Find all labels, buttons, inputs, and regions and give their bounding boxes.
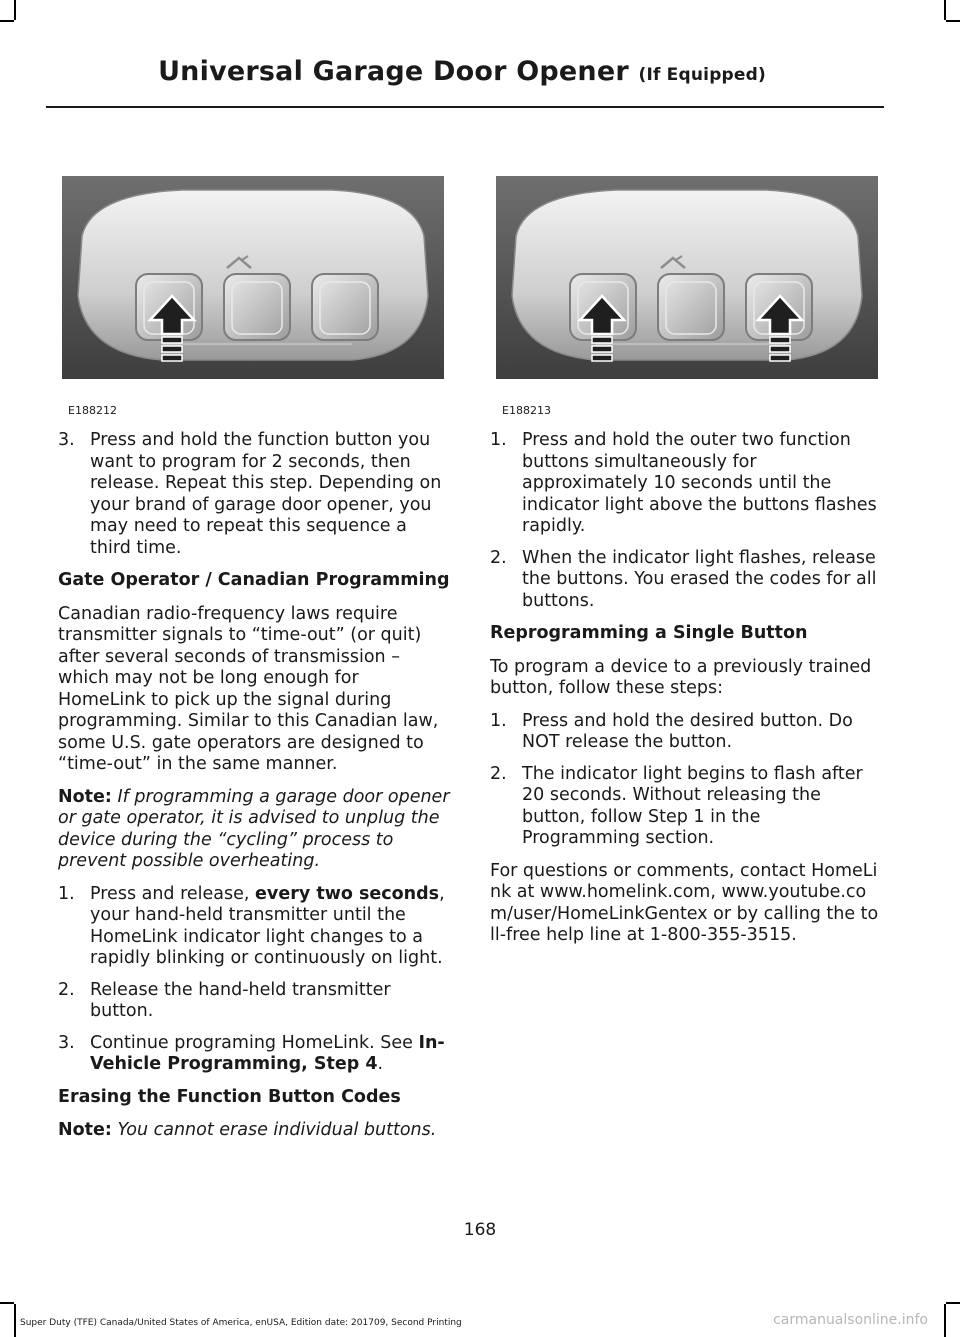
step-text: The indicator light begins to flash after 20 seconds. Without releasing the button, follow Step 1 in the Programming section. [522,763,863,848]
page-number: 168 [463,1220,497,1240]
crop-mark [0,20,14,22]
step-list [58,430,450,559]
step-text: Continue programing HomeLink. See [90,1032,419,1053]
step-list [490,430,882,612]
step-text: When the indicator light flashes, release the buttons. You erased the codes for all buttons. [522,547,877,611]
crop-mark [946,1302,960,1304]
note-text: If programming a garage door opener or gate operator, it is advised to unplug the device during the “cycling” process to prevent possible overheating. [58,786,450,871]
step-text: Press and hold the function button you want to program for 2 seconds, then release. Repeat this step. Depending on your brand of garage door opener, you may need to repeat this sequence a third time. [90,430,442,558]
step-text: Press and hold the desired button. Do NOT release the button. [522,710,853,752]
step-text: , your hand-held transmitter until the HomeLink indicator light changes to a rapidly blinking or continuously on light. [90,883,445,968]
header-subtitle: (If Equipped) [638,65,766,85]
list-item [490,548,882,613]
step-number: 2. [490,763,507,784]
step-number: 3. [58,430,75,450]
crop-mark [944,0,946,20]
cross-reference: In-Vehicle Programming, Step 4 [90,1032,445,1074]
note [58,787,450,873]
crop-mark [944,1304,946,1337]
homelink-buttons-illustration [496,176,878,379]
step-number: 1. [490,430,507,450]
step-number: 1. [58,883,75,904]
figure-left [62,176,444,379]
emphasis-text: every two seconds [255,883,440,904]
section-heading: Erasing the Function Button Codes [58,1086,401,1107]
step-text: Release the hand-held transmitter button. [90,979,391,1021]
list-item [490,711,882,754]
step-list [490,711,882,850]
figure-right [496,176,878,379]
list-item [58,1033,450,1076]
contact-paragraph: For questions or comments, contact HomeLink at www.homelink.com, www.youtube.com/user/HomeLinkGentex or by calling the toll-free help line at 1-800-355-3515. [490,860,879,945]
paragraph: Canadian radio-frequency laws require transmitter signals to “time-out” (or quit) after several seconds of transmission – which may not be long enough for HomeLink to pick up the signal during programming. Similar to this Canadian law, some U.S. gate operators are designed to “time-out” in the same manner. [58,603,439,774]
section-heading: Reprogramming a Single Button [490,623,808,643]
step-text: Press and release, [90,883,256,904]
crop-mark [946,20,960,22]
step-number: 2. [58,979,75,1000]
header-rule [46,106,884,108]
crop-mark [14,1304,16,1337]
watermark: carmanualsonline.info [773,1312,928,1328]
footer-text: Super Duty (TFE) Canada/United States of America, enUSA, Edition date: 201709, Second Printing [20,1318,462,1328]
note-label: Note: [58,1120,112,1140]
page-header [158,58,766,85]
section-heading: Gate Operator / Canadian Programming [58,570,450,590]
step-number: 1. [490,710,507,731]
crop-mark [14,0,16,20]
header-title: Universal Garage Door Opener [158,56,629,87]
left-column [58,430,450,1153]
homelink-buttons-illustration [62,176,444,379]
note-text: You cannot erase individual buttons. [117,1120,437,1140]
list-item [490,430,882,538]
right-column [490,430,882,958]
list-item [58,884,450,970]
note [58,1120,450,1142]
list-item [490,764,882,850]
crop-mark [0,1302,14,1304]
step-number: 2. [490,547,507,568]
figure-code: E188212 [68,404,117,417]
list-item [58,430,450,559]
note-label: Note: [58,786,112,807]
paragraph: To program a device to a previously trained button, follow these steps: [490,656,872,698]
step-text: . [377,1054,384,1074]
step-list [58,884,450,1076]
step-number: 3. [58,1032,75,1053]
list-item [58,980,450,1023]
step-text: Press and hold the outer two function buttons simultaneously for approximately 10 seconds until the indicator light above the buttons flashes rapidly. [522,430,877,536]
figure-code: E188213 [502,404,551,417]
